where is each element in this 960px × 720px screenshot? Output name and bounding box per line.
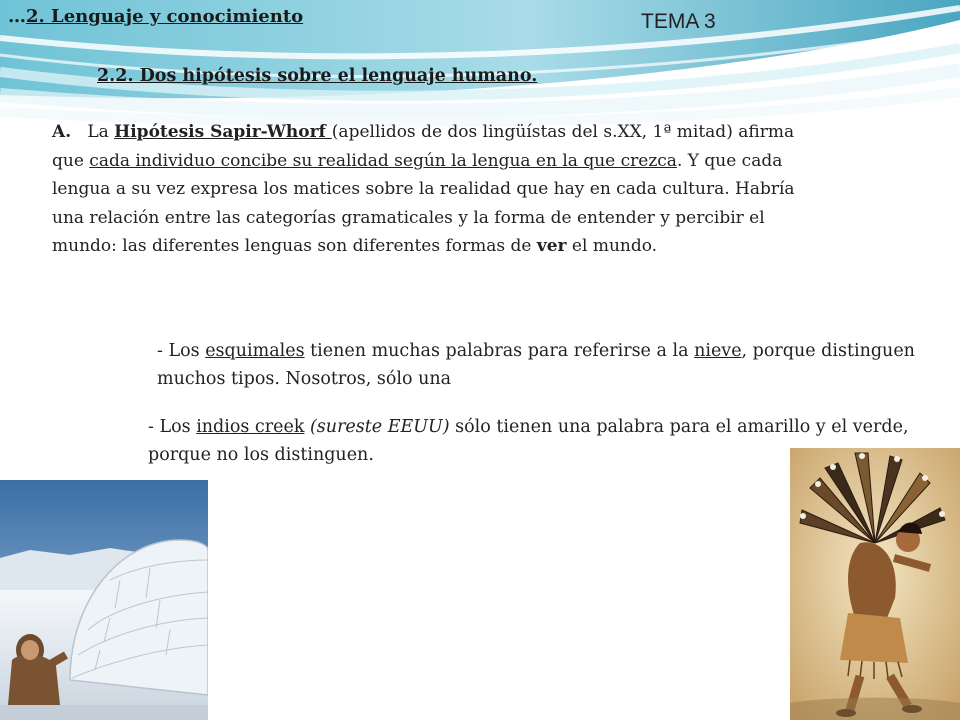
igloo-photo (0, 480, 208, 720)
paragraph-a (52, 118, 802, 261)
ver-bold: ver (536, 236, 567, 256)
breadcrumb (8, 6, 303, 27)
bullet-esquimales (157, 337, 937, 393)
breadcrumb-section: 2. Lenguaje y conocimiento (26, 6, 304, 27)
bullet2-text-3: sólo tienen una palabra para el amarillo y el verde, porque no los distinguen. (148, 417, 909, 465)
paragraph-text-3: . Y que cada lengua a su vez expresa los matices sobre la realidad que hay en cada cultura. Habría una relación entre las categorías gramaticales y la forma de entender y percibir el mundo: las diferentes lenguas son diferentes formas de (52, 150, 795, 256)
creek-region: (sureste EEUU) (304, 417, 450, 437)
hypothesis-term: Hipótesis Sapir-Whorf (114, 122, 332, 142)
bullet1-text-1: Los (168, 341, 206, 361)
bullet-dash: - (157, 341, 169, 361)
bullet1-text-3: , porque distinguen muchos tipos. Nosotros, sólo una (157, 341, 915, 389)
tema-label: TEMA 3 (641, 10, 716, 33)
esquimales-link: esquimales (205, 341, 305, 361)
bullet-dash: - (148, 417, 160, 437)
breadcrumb-prefix: … (8, 6, 26, 27)
bullet1-text-2: tienen muchas palabras para referirse a la (304, 341, 695, 361)
creek-text: indios creek (196, 417, 305, 437)
paragraph-text-1: La (87, 122, 115, 142)
paragraph-text-2: (apellidos de dos lingüístas del s.XX, 1ª mitad) afirma que (52, 122, 795, 171)
paragraph-text-4: el mundo. (566, 236, 658, 256)
hypothesis-claim: cada individuo concibe su realidad según la lengua en la que crezca (89, 150, 677, 171)
creek-dancer-painting (790, 448, 960, 720)
subtitle: 2.2. Dos hipótesis sobre el lenguaje humano. (97, 66, 538, 86)
paragraph-marker: A. (52, 122, 72, 142)
creek-link (196, 417, 304, 437)
bullet2-text-1: Los (159, 417, 197, 437)
nieve-link: nieve (694, 341, 742, 361)
